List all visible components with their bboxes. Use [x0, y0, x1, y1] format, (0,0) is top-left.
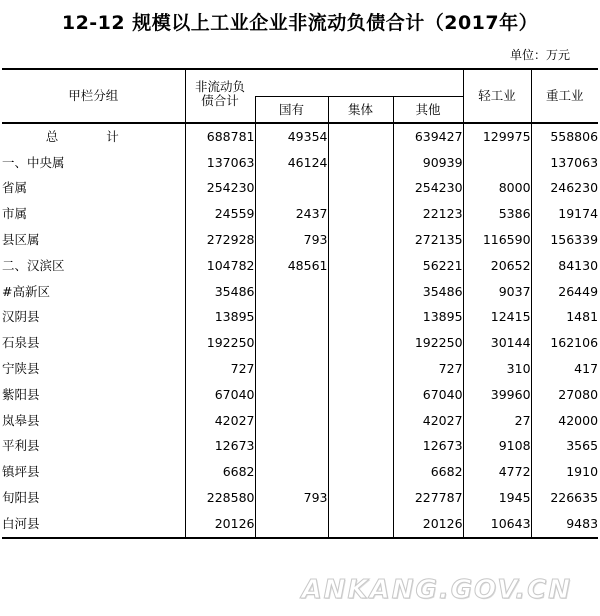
table-body [2, 123, 598, 538]
cell-state: 48561 [255, 253, 328, 279]
cell-heavy: 26449 [531, 279, 598, 305]
cell-heavy: 84130 [531, 253, 598, 279]
cell-collective [328, 511, 393, 538]
cell-light: 1945 [463, 485, 531, 511]
cell-heavy: 246230 [531, 176, 598, 202]
row-name: 总 计 [45, 128, 141, 144]
table-row [2, 485, 598, 511]
cell-heavy: 1910 [531, 459, 598, 485]
table-row [2, 511, 598, 538]
header-light: 轻工业 [463, 69, 531, 123]
row-name: 镇坪县 [2, 464, 40, 480]
row-name: 旬阳县 [2, 490, 40, 506]
cell-state: 793 [255, 485, 328, 511]
header-total [185, 69, 255, 123]
row-name: 县区属 [2, 232, 40, 248]
row-name: 市属 [2, 206, 28, 222]
cell-other: 13895 [393, 305, 463, 331]
cell-state [255, 434, 328, 460]
cell-state: 793 [255, 227, 328, 253]
cell-heavy: 417 [531, 356, 598, 382]
header-total-line1: 非流动负 [194, 79, 245, 94]
cell-total: 24559 [185, 201, 255, 227]
cell-total: 254230 [185, 176, 255, 202]
cell-other: 192250 [393, 330, 463, 356]
table-row [2, 227, 598, 253]
cell-other: 272135 [393, 227, 463, 253]
row-name: 二、汉滨区 [2, 257, 65, 273]
cell-light: 10643 [463, 511, 531, 538]
header-ownership-span [255, 69, 463, 97]
cell-total: 137063 [185, 150, 255, 176]
table-row [2, 123, 598, 150]
table-row [2, 330, 598, 356]
unit-label: 单位：万元 [509, 48, 570, 62]
cell-state: 46124 [255, 150, 328, 176]
cell-state [255, 408, 328, 434]
cell-heavy: 558806 [531, 123, 598, 150]
cell-light: 8000 [463, 176, 531, 202]
row-name: 宁陕县 [2, 361, 40, 377]
cell-total: 228580 [185, 485, 255, 511]
row-name: 白河县 [2, 515, 40, 531]
cell-light: 39960 [463, 382, 531, 408]
cell-light: 30144 [463, 330, 531, 356]
header-collective: 集体 [328, 97, 393, 124]
cell-other: 42027 [393, 408, 463, 434]
cell-heavy: 162106 [531, 330, 598, 356]
cell-other: 727 [393, 356, 463, 382]
cell-total: 12673 [185, 434, 255, 460]
row-name: 汉阴县 [2, 309, 40, 325]
header-group: 甲栏分组 [68, 88, 119, 103]
cell-light [463, 150, 531, 176]
cell-light: 27 [463, 408, 531, 434]
table-row [2, 356, 598, 382]
watermark: ANKANG.GOV.CN [301, 575, 572, 605]
table-row [2, 305, 598, 331]
cell-collective [328, 227, 393, 253]
cell-heavy: 9483 [531, 511, 598, 538]
cell-heavy: 19174 [531, 201, 598, 227]
cell-heavy: 42000 [531, 408, 598, 434]
row-name: 石泉县 [2, 335, 40, 351]
cell-other: 227787 [393, 485, 463, 511]
cell-total: 42027 [185, 408, 255, 434]
cell-total: 13895 [185, 305, 255, 331]
cell-other: 639427 [393, 123, 463, 150]
cell-collective [328, 356, 393, 382]
cell-other: 56221 [393, 253, 463, 279]
cell-heavy: 226635 [531, 485, 598, 511]
cell-other: 22123 [393, 201, 463, 227]
cell-state [255, 305, 328, 331]
cell-total: 6682 [185, 459, 255, 485]
table-header [2, 69, 598, 123]
cell-state [255, 330, 328, 356]
table-row [2, 253, 598, 279]
cell-other: 254230 [393, 176, 463, 202]
cell-collective [328, 176, 393, 202]
table-row [2, 408, 598, 434]
cell-collective [328, 253, 393, 279]
cell-heavy: 1481 [531, 305, 598, 331]
cell-light: 129975 [463, 123, 531, 150]
cell-light: 116590 [463, 227, 531, 253]
table-row [2, 201, 598, 227]
cell-state [255, 382, 328, 408]
table-row [2, 150, 598, 176]
data-table [2, 68, 598, 539]
cell-total: 272928 [185, 227, 255, 253]
cell-collective [328, 408, 393, 434]
cell-light: 20652 [463, 253, 531, 279]
cell-collective [328, 330, 393, 356]
cell-light: 9108 [463, 434, 531, 460]
cell-light: 5386 [463, 201, 531, 227]
table-row [2, 459, 598, 485]
table-row [2, 176, 598, 202]
cell-other: 12673 [393, 434, 463, 460]
header-state: 国有 [255, 97, 328, 124]
cell-collective [328, 382, 393, 408]
cell-state [255, 279, 328, 305]
cell-total: 688781 [185, 123, 255, 150]
cell-state [255, 511, 328, 538]
cell-collective [328, 279, 393, 305]
cell-light: 12415 [463, 305, 531, 331]
header-other: 其他 [393, 97, 463, 124]
cell-total: 104782 [185, 253, 255, 279]
cell-total: 35486 [185, 279, 255, 305]
cell-collective [328, 459, 393, 485]
cell-total: 20126 [185, 511, 255, 538]
row-name: #高新区 [2, 283, 50, 299]
row-name: 省属 [2, 180, 28, 196]
cell-total: 727 [185, 356, 255, 382]
cell-heavy: 137063 [531, 150, 598, 176]
table-row [2, 279, 598, 305]
row-name: 一、中央属 [2, 154, 65, 170]
row-name: 紫阳县 [2, 386, 40, 402]
cell-light: 310 [463, 356, 531, 382]
cell-state [255, 176, 328, 202]
header-total-line2: 债合计 [201, 93, 239, 108]
cell-collective [328, 485, 393, 511]
row-name: 岚皋县 [2, 412, 40, 428]
cell-light: 4772 [463, 459, 531, 485]
cell-light: 9037 [463, 279, 531, 305]
cell-other: 35486 [393, 279, 463, 305]
cell-heavy: 27080 [531, 382, 598, 408]
header-heavy: 重工业 [531, 69, 598, 123]
cell-heavy: 156339 [531, 227, 598, 253]
cell-collective [328, 150, 393, 176]
cell-other: 90939 [393, 150, 463, 176]
cell-collective [328, 201, 393, 227]
table-row [2, 382, 598, 408]
table-row [2, 434, 598, 460]
cell-total: 192250 [185, 330, 255, 356]
cell-state: 2437 [255, 201, 328, 227]
cell-collective [328, 305, 393, 331]
cell-other: 6682 [393, 459, 463, 485]
cell-state [255, 459, 328, 485]
cell-collective [328, 434, 393, 460]
row-name: 平利县 [2, 438, 40, 454]
cell-heavy: 3565 [531, 434, 598, 460]
cell-other: 67040 [393, 382, 463, 408]
table-title: 12-12 规模以上工业企业非流动负债合计（2017年） [61, 12, 539, 34]
cell-state: 49354 [255, 123, 328, 150]
cell-other: 20126 [393, 511, 463, 538]
cell-collective [328, 123, 393, 150]
cell-total: 67040 [185, 382, 255, 408]
cell-state [255, 356, 328, 382]
